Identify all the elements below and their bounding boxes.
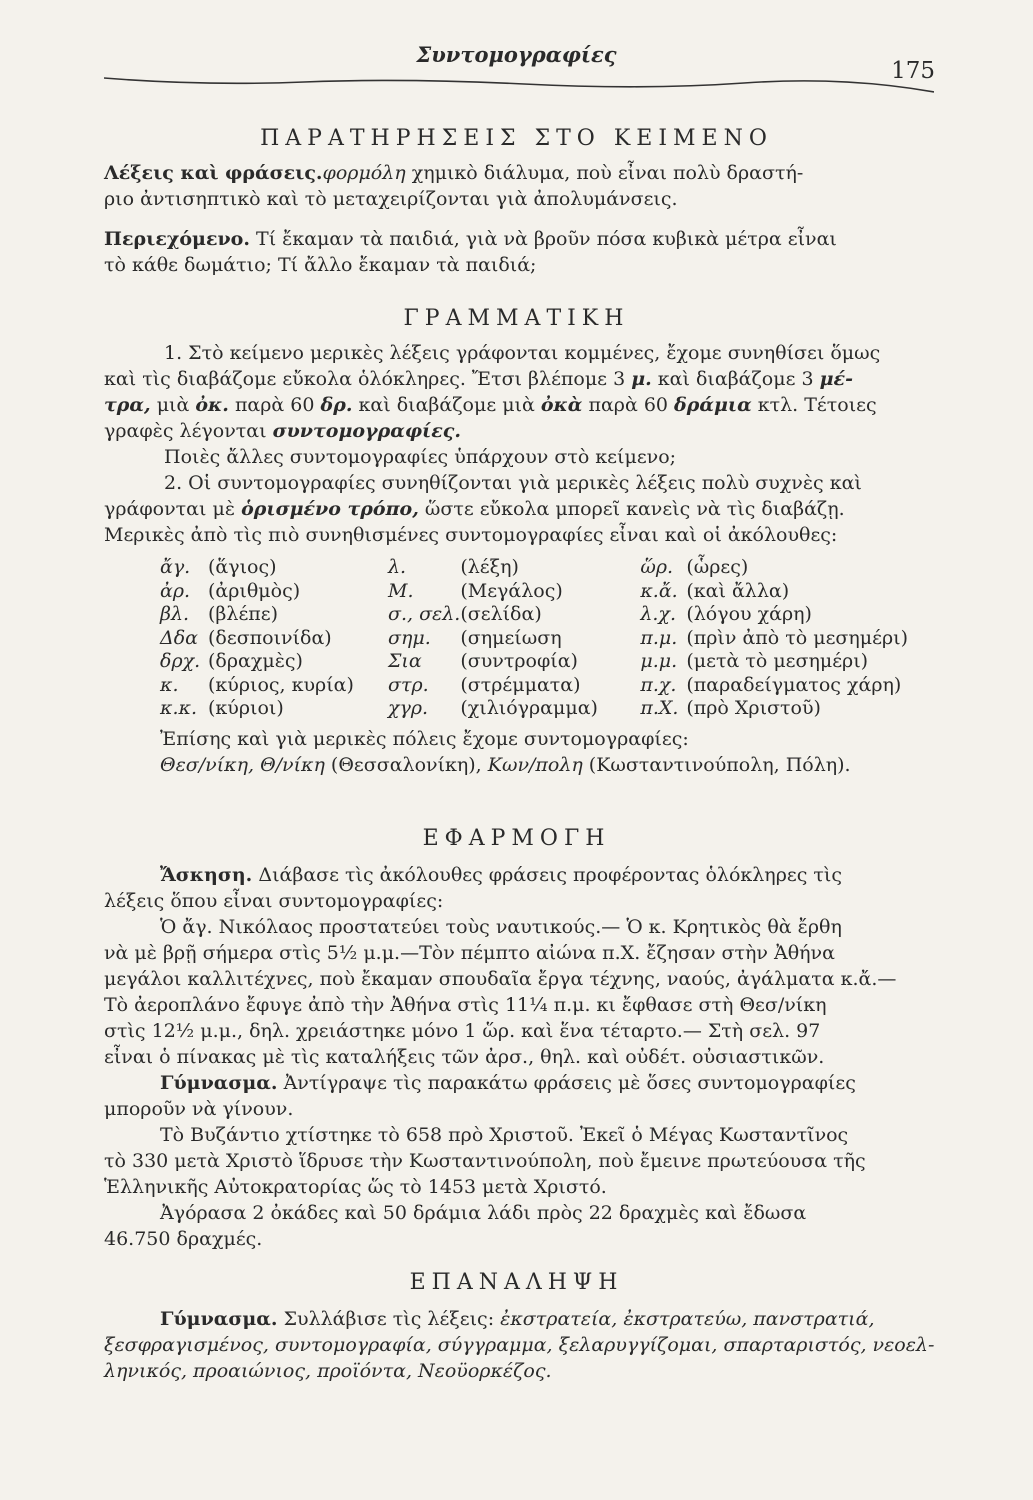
term-formol: φορμόλη: [322, 162, 406, 184]
abbr-expansion: (ὧρες): [686, 556, 749, 578]
abbr: σημ.: [388, 626, 431, 649]
abbr: ἄγ.: [160, 556, 191, 578]
grammar-text: καὶ διαβάζομε μιὰ: [352, 394, 541, 416]
abbr-row: [160, 556, 940, 580]
abbr: κ.: [160, 673, 179, 696]
abbr-expansion: (συντροφία): [460, 650, 578, 672]
grammar-line: [104, 418, 934, 444]
abbr-example: μέ-: [819, 368, 853, 390]
label-drill: Γύμνασμα.: [160, 1072, 278, 1094]
abbr: Δδα: [160, 626, 198, 649]
abbr-expansion: (χιλιόγραμμα): [460, 697, 598, 719]
city-name: (Θεσσαλονίκη),: [324, 754, 488, 776]
abbr-expansion: (Μεγάλος): [460, 579, 563, 602]
review-words: ξεσφραγισμένος, συντομογραφία, σύγγραμμα, ξελαρυγγίζομαι, σπαρταριστός, νεοελ-: [104, 1334, 935, 1356]
abbr-expansion: (λέξη): [460, 556, 519, 578]
running-title: Συντομογραφίες: [416, 42, 617, 67]
grammar-text: καὶ διαβάζομε 3: [651, 368, 820, 390]
exercise-text: μεγάλοι καλλιτέχνες, ποὺ ἔκαμαν σπουδαῖα ἔργα τέχνης, ναούς, ἀγάλματα κ.ἄ.—: [104, 968, 897, 990]
notes-text: Τί ἔκαμαν τὰ παιδιά, γιὰ νὰ βροῦν πόσα κυβικὰ μέτρα εἶναι: [249, 228, 837, 250]
exercise-text: νὰ μὲ βρῇ σήμερα στὶς 5½ μ.μ.—Τὸν πέμπτο αἰώνα π.Χ. ἔζησαν στὴν Ἀθήνα: [104, 942, 835, 964]
grammar-question: Ποιὲς ἄλλες συντομογραφίες ὑπάρχουν στὸ κείμενο;: [164, 446, 677, 468]
grammar-line: [104, 392, 934, 418]
drill-text: Ἑλληνικῆς Αὐτοκρατορίας ὥς τὸ 1453 μετὰ Χριστό.: [104, 1176, 607, 1198]
abbr: π.μ.: [640, 626, 678, 649]
abbr: στρ.: [388, 673, 429, 696]
exercise-text: εἶναι ὁ πίνακας μὲ τὶς καταλήξεις τῶν ἀρσ., θηλ. καὶ οὐδέτ. οὐσιαστικῶν.: [104, 1046, 825, 1068]
exercise-line: [104, 862, 934, 888]
abbr-example: ὀκὰ: [540, 394, 583, 416]
exercise-text: Διάβασε τὶς ἀκόλουθες φράσεις προφέροντας ὁλόκληρες τὶς: [252, 864, 842, 886]
abbr-row: [160, 697, 940, 721]
abbr: λ.: [388, 556, 407, 578]
grammar-text: ὥστε εὔκολα μπορεῖ κανεὶς νὰ τὶς διαβάζῃ.: [418, 498, 845, 520]
abbr: βλ.: [160, 603, 190, 625]
review-words: ληνικός, προαιώνιος, προϊόντα, Νεοϋορκέζος.: [104, 1360, 552, 1382]
page-number: 175: [891, 58, 935, 84]
abbr: Σια: [388, 650, 422, 672]
grammar-text: μιὰ: [150, 394, 196, 416]
section-title-grammar: ΓΡΑΜΜΑΤΙΚΗ: [403, 306, 630, 331]
abbr-expansion: (ἅγιος): [208, 556, 277, 578]
exercise-text: Ὁ ἄγ. Νικόλαος προστατεύει τοὺς ναυτικούς.— Ὁ κ. Κρητικὸς θὰ ἔρθη: [160, 916, 842, 938]
abbr-row: [160, 650, 940, 674]
grammar-text: Μερικὲς ἀπὸ τὶς πιὸ συνηθισμένες συντομογραφίες εἶναι καὶ οἱ ἀκόλουθες:: [104, 524, 838, 546]
section-title-review: ΕΠΑΝΑΛΗΨΗ: [409, 1270, 624, 1295]
exercise-text: στὶς 12½ μ.μ., δηλ. χρειάστηκε μόνο 1 ὥρ. καὶ ἕνα τέταρτο.— Στὴ σελ. 97: [104, 1020, 821, 1042]
city-abbr: Θεσ/νίκη, Θ/νίκη: [160, 754, 325, 776]
abbr-expansion: (δεσποινίδα): [208, 626, 332, 649]
abbr-row: [160, 603, 940, 627]
abbr: δρχ.: [160, 650, 201, 672]
drill-line: [104, 1070, 934, 1096]
label-words-phrases: Λέξεις καὶ φράσεις.: [104, 162, 323, 184]
abbr: λ.χ.: [640, 603, 676, 625]
drill-text: 46.750 δραχμές.: [104, 1228, 263, 1250]
review-text: Συλλάβισε τὶς λέξεις:: [277, 1308, 501, 1330]
application-section: [104, 862, 934, 1252]
abbr-expansion: (κύριος, κυρία): [208, 673, 354, 696]
abbr: σ., σελ.: [388, 603, 461, 625]
label-drill: Γύμνασμα.: [160, 1308, 278, 1330]
drill-text: Ἀντίγραψε τὶς παρακάτω φράσεις μὲ ὅσες συντομογραφίες: [277, 1072, 856, 1094]
term-specific-way: ὁρισμένο τρόπο,: [241, 498, 419, 520]
abbr: Μ.: [388, 579, 414, 602]
notes-text: χημικὸ διάλυμα, ποὺ εἶναι πολὺ δραστή-: [405, 162, 804, 184]
grammar-text: παρὰ 60: [582, 394, 675, 416]
grammar-text: Ἐπίσης καὶ γιὰ μερικὲς πόλεις ἔχομε συντομογραφίες:: [160, 728, 689, 750]
abbr-row: [160, 580, 940, 604]
city-abbr: Κων/πολη: [487, 754, 583, 776]
grammar-line: [104, 496, 934, 522]
grammar-line: [104, 366, 934, 392]
grammar-text: καὶ τὶς διαβάζομε εὔκολα ὁλόκληρες. Ἔτσι βλέπομε 3: [104, 368, 632, 390]
notes-text: ριο ἀντισηπτικὸ καὶ τὸ μεταχειρίζονται γιὰ ἀπολυμάνσεις.: [104, 188, 678, 210]
abbr-example: δράμια: [674, 394, 752, 416]
abbr-row: [160, 627, 940, 651]
abbr-expansion: (σελίδα): [460, 603, 542, 625]
grammar-text: κτλ. Τέτοιες: [751, 394, 877, 416]
label-exercise: Ἄσκηση.: [160, 864, 253, 886]
abbr: ὥρ.: [640, 556, 674, 578]
abbr: κ.ἄ.: [640, 579, 678, 602]
abbr: π.Χ.: [640, 697, 679, 719]
abbr-example: ὀκ.: [195, 394, 229, 416]
review-section: [104, 1306, 934, 1384]
city-name: (Κωσταντινούπολη, Πόλη).: [582, 754, 851, 776]
notes-text: τὸ κάθε δωμάτιο; Τί ἄλλο ἔκαμαν τὰ παιδιά;: [104, 254, 537, 276]
abbreviations-table: [160, 556, 940, 721]
label-content: Περιεχόμενο.: [104, 228, 250, 250]
grammar-text: 1. Στὸ κείμενο μερικὲς λέξεις γράφονται κομμένες, ἔχομε συνηθίσει ὅμως: [164, 342, 881, 364]
abbr-expansion: (λόγου χάρη): [686, 603, 812, 625]
abbr-expansion: (κύριοι): [208, 697, 284, 719]
abbr: κ.κ.: [160, 697, 197, 719]
section-title-application: ΕΦΑΡΜΟΓΗ: [422, 826, 611, 851]
grammar-text: γράφονται μὲ: [104, 498, 242, 520]
grammar-text: παρὰ 60: [228, 394, 321, 416]
abbr-expansion: (ἀριθμὸς): [208, 579, 301, 602]
abbr-expansion: (δραχμὲς): [208, 650, 303, 672]
abbr-example: τρα,: [104, 394, 151, 416]
drill-text: μποροῦν νὰ γίνουν.: [104, 1098, 294, 1120]
abbr-expansion: (πρὸ Χριστοῦ): [686, 697, 821, 719]
abbr-expansion: (πρὶν ἀπὸ τὸ μεσημέρι): [686, 626, 909, 649]
notes-section: [104, 160, 934, 278]
drill-text: Ἀγόρασα 2 ὀκάδες καὶ 50 δράμια λάδι πρὸς 22 δραχμὲς καὶ ἔδωσα: [160, 1202, 807, 1224]
abbr-example: μ.: [631, 368, 652, 390]
grammar-text: γραφὲς λέγονται: [104, 420, 273, 442]
drill-text: Τὸ Βυζάντιο χτίστηκε τὸ 658 πρὸ Χριστοῦ. Ἐκεῖ ὁ Μέγας Κωσταντῖνος: [160, 1124, 849, 1146]
abbr-expansion: (στρέμματα): [460, 673, 581, 696]
abbr: χγρ.: [388, 697, 429, 719]
exercise-text: Τὸ ἀεροπλάνο ἔφυγε ἀπὸ τὴν Ἀθήνα στὶς 11¼ π.μ. κι ἔφθασε στὴ Θεσ/νίκη: [104, 994, 827, 1016]
abbr-expansion: (παραδείγματος χάρη): [686, 673, 902, 696]
abbr-expansion: (μετὰ τὸ μεσημέρι): [686, 650, 869, 672]
review-line: [104, 1306, 934, 1332]
exercise-text: λέξεις ὅπου εἶναι συντομογραφίες:: [104, 890, 444, 912]
abbr-row: [160, 674, 940, 698]
notes-line: [104, 226, 934, 252]
section-title-notes: ΠΑΡΑΤΗΡΗΣΕΙΣ ΣΤΟ ΚΕΙΜΕΝΟ: [260, 126, 773, 151]
review-words: ἐκστρατεία, ἐκστρατεύω, πανστρατιά,: [500, 1308, 875, 1330]
abbr: π.χ.: [640, 673, 677, 696]
city-abbr-section: [104, 726, 934, 778]
city-abbr-line: [104, 752, 934, 778]
abbr: ἀρ.: [160, 579, 191, 602]
abbr-example: δρ.: [320, 394, 353, 416]
notes-line: [104, 160, 934, 186]
abbr-expansion: (καὶ ἄλλα): [686, 579, 790, 602]
drill-text: τὸ 330 μετὰ Χριστὸ ἵδρυσε τὴν Κωσταντινούπολη, ποὺ ἔμεινε πρωτεύουσα τῆς: [104, 1150, 866, 1172]
term-abbreviations: συντομογραφίες.: [272, 420, 461, 442]
grammar-section: [104, 340, 934, 548]
grammar-text: 2. Οἱ συντομογραφίες συνηθίζονται γιὰ μερικὲς λέξεις πολὺ συχνὲς καὶ: [164, 472, 862, 494]
abbr-expansion: (σημείωση: [460, 626, 562, 649]
wavy-rule-ornament: [104, 72, 934, 96]
abbr-expansion: (βλέπε): [208, 603, 279, 625]
abbr: μ.μ.: [640, 650, 678, 672]
